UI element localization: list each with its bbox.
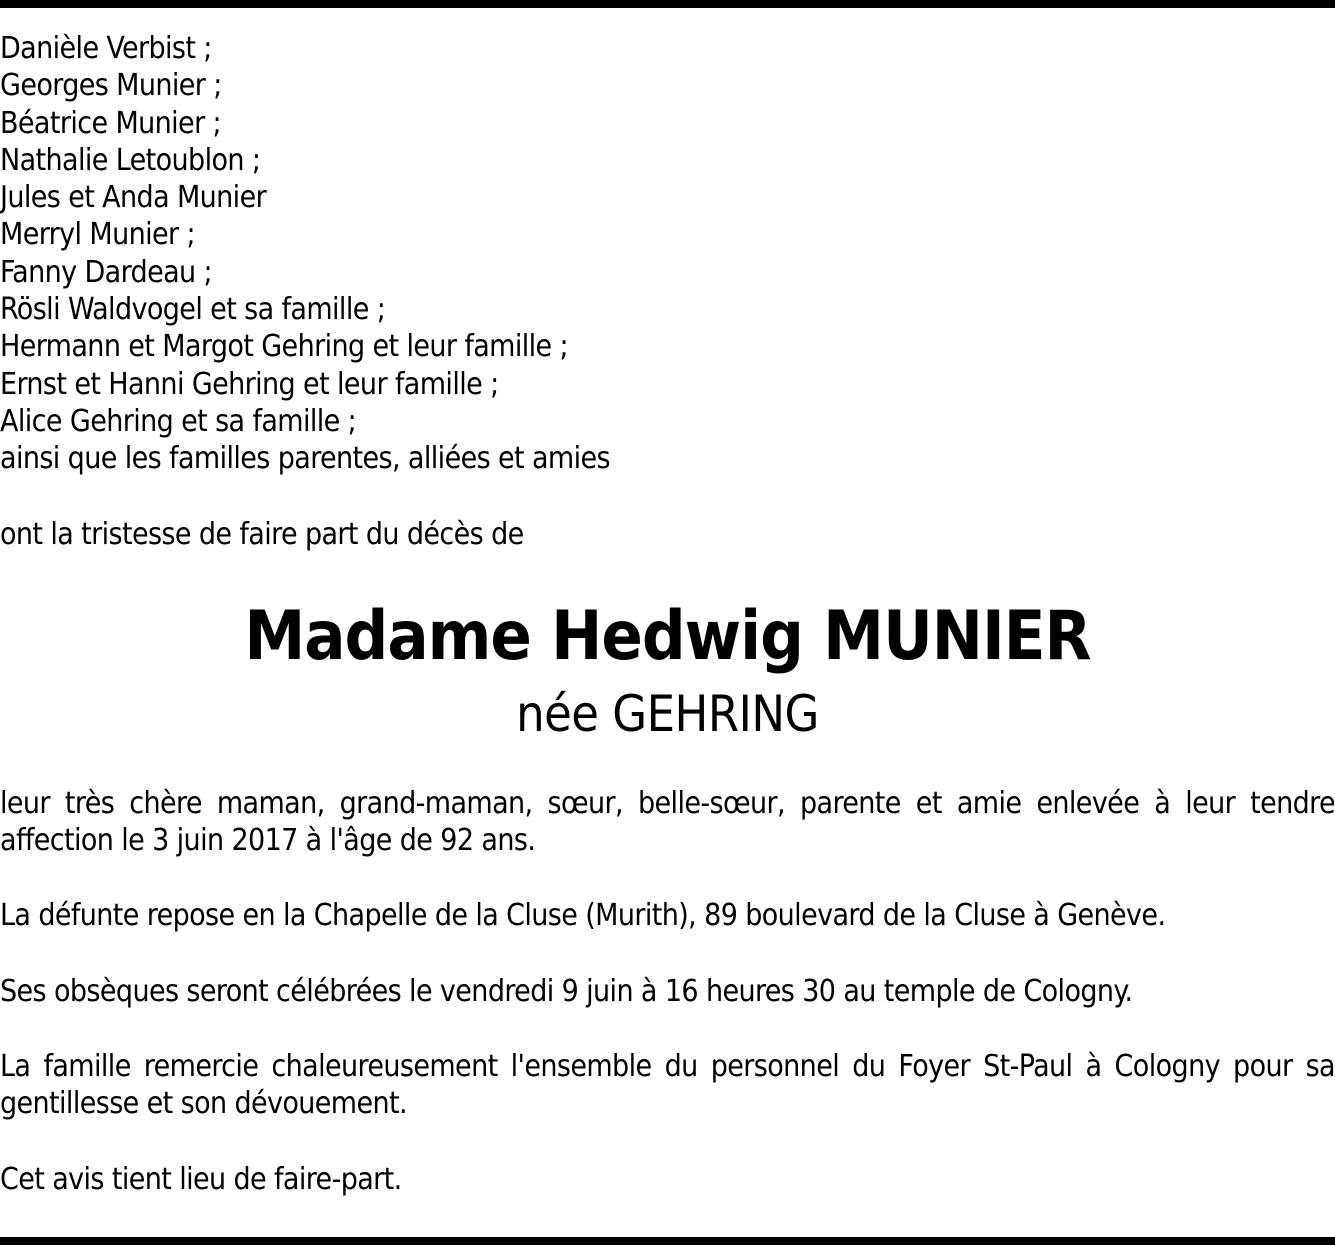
tribute-paragraph: leur très chère maman, grand-maman, sœur, belle-sœur, parente et amie enlevée à leur tendre affection le 3 juin 2017 à l'âge de 92 ans.	[0, 785, 1335, 859]
mourner-line: Nathalie Letoublon ;	[0, 142, 261, 178]
mourner-line: Hermann et Margot Gehring et leur famille ;	[0, 329, 569, 365]
mourner-line: Merryl Munier ;	[0, 217, 195, 253]
mourner-line: ainsi que les familles parentes, alliées et amies	[0, 441, 610, 477]
announcement-text: ont la tristesse de faire part du décès de	[0, 516, 524, 552]
mourner-line: Alice Gehring et sa famille ;	[0, 403, 357, 439]
mourner-line: Danièle Verbist ;	[0, 31, 212, 66]
mourner-line: Rösli Waldvogel et sa famille ;	[0, 292, 386, 328]
top-border-rule	[0, 0, 1335, 8]
deceased-name: Madame Hedwig MUNIER	[244, 596, 1091, 676]
mourner-line: Georges Munier ;	[0, 68, 222, 104]
bottom-border-rule	[0, 1237, 1335, 1245]
mourner-line: Jules et Anda Munier	[0, 180, 267, 216]
mourners-list	[0, 30, 1335, 478]
mourner-line: Ernst et Hanni Gehring et leur famille ;	[0, 366, 499, 402]
notice-paragraph: Cet avis tient lieu de faire-part.	[0, 1161, 402, 1197]
mourner-line: Béatrice Munier ;	[0, 105, 222, 141]
repose-paragraph: La défunte repose en la Chapelle de la Cluse (Murith), 89 boulevard de la Cluse à Genève.	[0, 898, 1166, 934]
maiden-name: née GEHRING	[516, 684, 819, 743]
obituary-notice	[0, 30, 1335, 1198]
funeral-paragraph: Ses obsèques seront célébrées le vendredi 9 juin à 16 heures 30 au temple de Cologny.	[0, 973, 1133, 1009]
mourner-line: Fanny Dardeau ;	[0, 254, 213, 290]
thanks-paragraph: La famille remercie chaleureusement l'ensemble du personnel du Foyer St-Paul à Cologny pour sa gentillesse et son dévouement.	[0, 1049, 1335, 1122]
